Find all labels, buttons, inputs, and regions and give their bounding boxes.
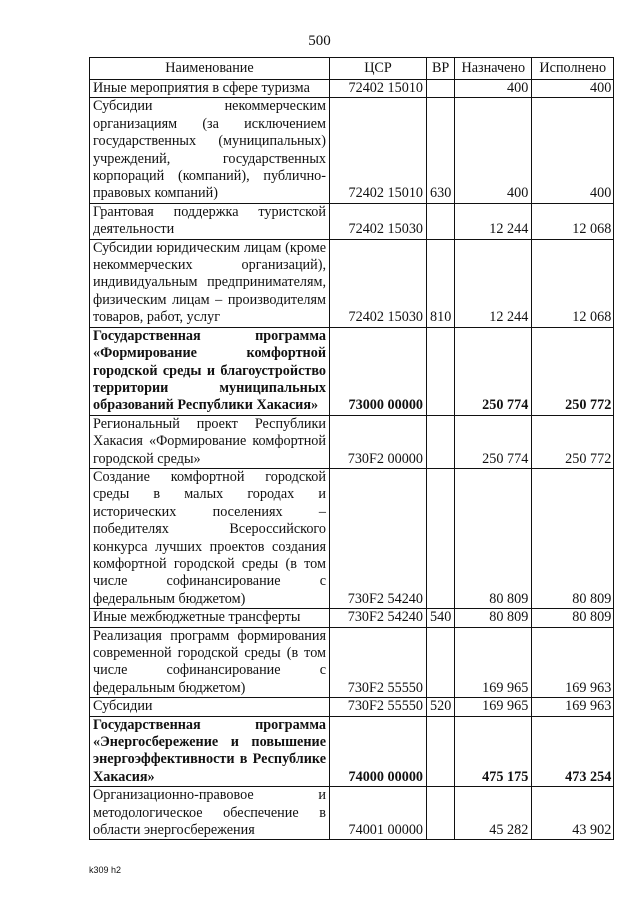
cell-assigned: 475 175 bbox=[455, 716, 532, 787]
cell-vr bbox=[427, 327, 455, 415]
table-row bbox=[90, 80, 614, 98]
cell-executed: 80 809 bbox=[532, 468, 614, 608]
cell-vr bbox=[427, 787, 455, 840]
cell-assigned: 45 282 bbox=[455, 787, 532, 840]
table-row bbox=[90, 203, 614, 239]
cell-executed: 43 902 bbox=[532, 787, 614, 840]
table-row bbox=[90, 327, 614, 415]
header-vr: ВР bbox=[427, 58, 455, 80]
cell-csr: 730F2 55550 bbox=[330, 698, 427, 716]
cell-assigned: 12 244 bbox=[455, 203, 532, 239]
cell-vr bbox=[427, 627, 455, 698]
cell-vr: 520 bbox=[427, 698, 455, 716]
cell-executed: 12 068 bbox=[532, 239, 614, 327]
cell-executed: 400 bbox=[532, 98, 614, 203]
cell-name: Создание комфортной городской среды в малых городах и исторических поселениях – победителях Всероссийского конкурса лучших проектов создания комфортной городской среды (в том числе софинансирование с федеральным бюджетом) bbox=[90, 468, 330, 608]
cell-vr bbox=[427, 468, 455, 608]
cell-executed: 169 963 bbox=[532, 627, 614, 698]
cell-assigned: 400 bbox=[455, 80, 532, 98]
table-row bbox=[90, 787, 614, 840]
cell-csr: 72402 15030 bbox=[330, 239, 427, 327]
cell-vr bbox=[427, 80, 455, 98]
cell-name: Реализация программ формирования современной городской среды (в том числе софинансирование с федеральным бюджетом) bbox=[90, 627, 330, 698]
footer-code: k309 h2 bbox=[89, 865, 122, 875]
table-row bbox=[90, 609, 614, 627]
cell-name: Субсидии некоммерческим организациям (за исключением государственных (муниципальных) учреждений, государственных корпораций (компаний), публично-правовых компаний) bbox=[90, 98, 330, 203]
table-row bbox=[90, 239, 614, 327]
table-row bbox=[90, 98, 614, 203]
cell-executed: 12 068 bbox=[532, 203, 614, 239]
cell-vr: 540 bbox=[427, 609, 455, 627]
cell-csr: 730F2 54240 bbox=[330, 468, 427, 608]
cell-csr: 730F2 55550 bbox=[330, 627, 427, 698]
cell-vr: 810 bbox=[427, 239, 455, 327]
cell-assigned: 400 bbox=[455, 98, 532, 203]
cell-assigned: 250 774 bbox=[455, 415, 532, 468]
cell-csr: 74001 00000 bbox=[330, 787, 427, 840]
cell-name: Государственная программа «Энергосбережение и повышение энергоэффективности в Республике Хакасия» bbox=[90, 716, 330, 787]
cell-name: Организационно-правовое и методологическое обеспечение в области энергосбережения bbox=[90, 787, 330, 840]
header-csr: ЦСР bbox=[330, 58, 427, 80]
cell-vr: 630 bbox=[427, 98, 455, 203]
cell-csr: 72402 15030 bbox=[330, 203, 427, 239]
cell-csr: 73000 00000 bbox=[330, 327, 427, 415]
cell-name: Субсидии юридическим лицам (кроме некоммерческих организаций), индивидуальным предпринимателям, физическим лицам – производителям товаров, работ, услуг bbox=[90, 239, 330, 327]
cell-csr: 730F2 00000 bbox=[330, 415, 427, 468]
cell-executed: 250 772 bbox=[532, 415, 614, 468]
cell-name: Иные межбюджетные трансферты bbox=[90, 609, 330, 627]
page-number: 500 bbox=[308, 33, 331, 49]
cell-csr: 74000 00000 bbox=[330, 716, 427, 787]
cell-csr: 72402 15010 bbox=[330, 98, 427, 203]
header-executed: Исполнено bbox=[532, 58, 614, 80]
cell-vr bbox=[427, 203, 455, 239]
cell-assigned: 250 774 bbox=[455, 327, 532, 415]
table-body bbox=[90, 80, 614, 840]
cell-csr: 730F2 54240 bbox=[330, 609, 427, 627]
cell-name: Иные мероприятия в сфере туризма bbox=[90, 80, 330, 98]
header-name: Наименование bbox=[90, 58, 330, 80]
cell-csr: 72402 15010 bbox=[330, 80, 427, 98]
cell-vr bbox=[427, 415, 455, 468]
cell-executed: 80 809 bbox=[532, 609, 614, 627]
cell-name: Государственная программа «Формирование комфортной городской среды и благоустройство территории муниципальных образований Республики Хакасия» bbox=[90, 327, 330, 415]
budget-table bbox=[89, 57, 614, 840]
cell-name: Грантовая поддержка туристской деятельности bbox=[90, 203, 330, 239]
cell-assigned: 169 965 bbox=[455, 627, 532, 698]
table-row bbox=[90, 627, 614, 698]
cell-vr bbox=[427, 716, 455, 787]
table-header-row bbox=[90, 58, 614, 80]
table-row bbox=[90, 698, 614, 716]
table-row bbox=[90, 415, 614, 468]
header-assigned: Назначено bbox=[455, 58, 532, 80]
cell-name: Субсидии bbox=[90, 698, 330, 716]
table-row bbox=[90, 468, 614, 608]
cell-executed: 250 772 bbox=[532, 327, 614, 415]
cell-executed: 400 bbox=[532, 80, 614, 98]
cell-name: Региональный проект Республики Хакасия «Формирование комфортной городской среды» bbox=[90, 415, 330, 468]
cell-assigned: 12 244 bbox=[455, 239, 532, 327]
cell-executed: 169 963 bbox=[532, 698, 614, 716]
cell-assigned: 80 809 bbox=[455, 609, 532, 627]
cell-assigned: 169 965 bbox=[455, 698, 532, 716]
table-row bbox=[90, 716, 614, 787]
cell-executed: 473 254 bbox=[532, 716, 614, 787]
cell-assigned: 80 809 bbox=[455, 468, 532, 608]
